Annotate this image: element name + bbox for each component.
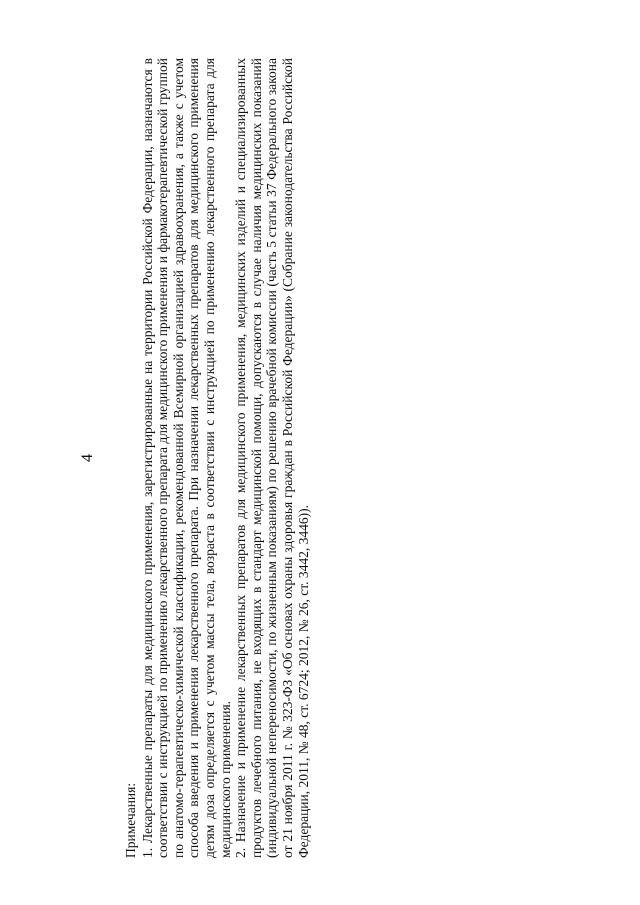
page-number: 4 bbox=[79, 454, 96, 462]
notes-section bbox=[123, 58, 311, 858]
note-item-2: 2. Назначение и применение лекарственных препаратов для медицинского применения, медицинских изделий и специализированных продуктов лечебного питания, не входящих в стандарт медицинской помощи, допускаются в случае наличия медицинских показаний (индивидуальной непереносимости, по жизненным показаниям) по решению врачебной комиссии (часть 5 статьи 37 Федерального закона от 21 ноября 2011 г. № 323-ФЗ «Об основах охраны здоровья граждан в Российской Федерации» (Собрание законодательства Российской Федерации, 2011, № 48, ст. 6724; 2012, № 26, ст. 3442, 3446)). bbox=[233, 58, 311, 858]
note-item-1: 1. Лекарственные препараты для медицинского применения, зарегистрированные на территории Российской Федерации, назначаются в соответствии с инструкцией по применению лекарственного препарата для медицинского применения и фармакотерапевтической группой по анатомо-терапевтическо-химической классификации, рекомендованной Всемирной организацией здравоохранения, а также с учетом способа введения и применения лекарственного препарата. При назначении лекарственных препаратов для медицинского применения детям доза определяется с учетом массы тела, возраста в соответствии с инструкцией по применению лекарственного препарата для медицинского применения. bbox=[139, 58, 233, 858]
rotated-page-content bbox=[80, 58, 320, 858]
notes-heading: Примечания: bbox=[123, 782, 138, 858]
